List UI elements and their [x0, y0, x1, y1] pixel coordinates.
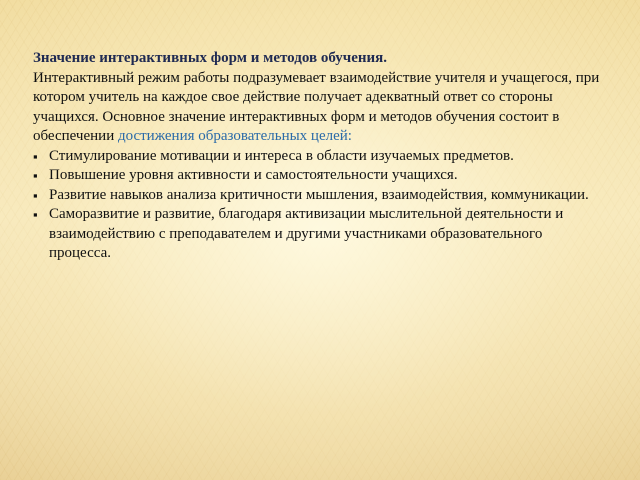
bullet-icon: ▪ [33, 207, 38, 222]
slide-content [33, 49, 603, 264]
bullet-icon: ▪ [33, 187, 38, 203]
list-item [33, 186, 603, 206]
highlight-text: достижения образовательных целей: [117, 128, 352, 144]
list-item-text: Саморазвитие и развитие, благодаря активизации мыслительной деятельности и взаимодействию с преподавателем и другими участниками образовательного процесса. [49, 206, 564, 261]
list-item [33, 147, 603, 167]
list-item-text: Развитие навыков анализа критичности мышления, взаимодействия, коммуникации. [49, 186, 589, 203]
bullet-list [33, 147, 603, 264]
list-item-text: Повышение уровня активности и самостоятельности учащихся. [49, 167, 458, 183]
slide-title: Значение интерактивных форм и методов обучения. [33, 50, 388, 66]
list-item-text: Стимулирование мотивации и интереса в области изучаемых предметов. [49, 147, 514, 164]
bullet-icon: ▪ [33, 148, 38, 164]
bullet-icon: ▪ [33, 168, 38, 183]
intro-paragraph [33, 69, 603, 147]
intro-text: Интерактивный режим работы подразумевает взаимодействие учителя и учащегося, при котором учитель на каждое свое действие получает адекватный ответ со стороны учащихся. Основное значение интерактивных форм и методов обучения состоит в обеспечении [33, 69, 600, 144]
list-item [33, 205, 603, 264]
list-item [33, 166, 603, 186]
